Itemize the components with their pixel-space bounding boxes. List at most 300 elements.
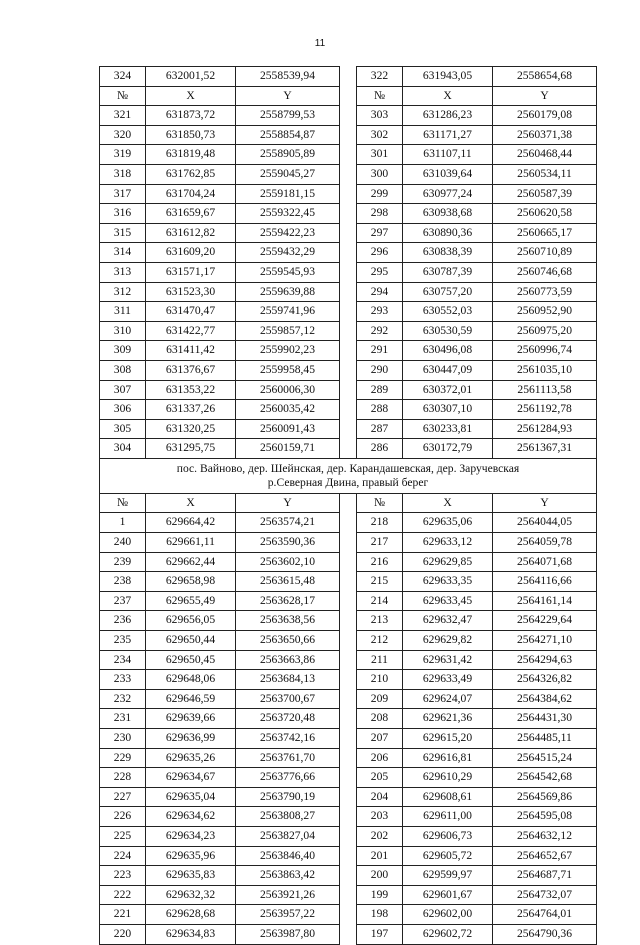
table-cell: 2559432,29 (236, 243, 340, 263)
table-cell: № (357, 86, 403, 106)
table-cell: 313 (100, 262, 146, 282)
table-cell: 2563808,27 (236, 807, 340, 827)
table-cell: 629634,67 (146, 768, 236, 788)
table-cell: 296 (357, 243, 403, 263)
table-cell (340, 631, 357, 651)
table-cell: 2564515,24 (493, 748, 597, 768)
table-cell: 288 (357, 400, 403, 420)
table-cell: 199 (357, 885, 403, 905)
table-cell: 310 (100, 321, 146, 341)
table-cell: 229 (100, 748, 146, 768)
table-cell (340, 164, 357, 184)
table-cell: 312 (100, 282, 146, 302)
table-cell: 631286,23 (403, 106, 493, 126)
table-cell: 629601,67 (403, 885, 493, 905)
table-cell: Y (493, 86, 597, 106)
table-row (100, 591, 597, 611)
table-cell: 307 (100, 380, 146, 400)
table-cell: 2559857,12 (236, 321, 340, 341)
table-cell: 2564687,71 (493, 866, 597, 886)
table-cell: 629631,42 (403, 650, 493, 670)
table-row (100, 905, 597, 925)
table-row (100, 650, 597, 670)
table-cell: 2560035,42 (236, 400, 340, 420)
table-cell (340, 204, 357, 224)
table-cell: 290 (357, 360, 403, 380)
table-cell: 235 (100, 631, 146, 651)
table-row (100, 321, 597, 341)
table-cell: 2560773,59 (493, 282, 597, 302)
table-cell: 197 (357, 924, 403, 944)
table-cell: № (357, 493, 403, 513)
table-cell (340, 125, 357, 145)
table-cell: 631612,82 (146, 223, 236, 243)
table-cell: 629611,00 (403, 807, 493, 827)
table-cell: 2564116,66 (493, 572, 597, 592)
table-cell: 2564326,82 (493, 670, 597, 690)
table-cell (340, 591, 357, 611)
table-cell: 2564632,12 (493, 826, 597, 846)
table-header-row (100, 493, 597, 513)
table-cell: 630307,10 (403, 400, 493, 420)
table-cell (340, 924, 357, 944)
table-cell: 2561284,93 (493, 419, 597, 439)
table-row (100, 826, 597, 846)
table-cell: 631571,17 (146, 262, 236, 282)
table-cell: 204 (357, 787, 403, 807)
table-cell: 2559181,15 (236, 184, 340, 204)
table-cell (340, 905, 357, 925)
table-cell: 206 (357, 748, 403, 768)
table-cell: 311 (100, 302, 146, 322)
table-cell: 631171,27 (403, 125, 493, 145)
table-cell: 2564229,64 (493, 611, 597, 631)
table-cell: 227 (100, 787, 146, 807)
table-cell: 221 (100, 905, 146, 925)
table-row (100, 341, 597, 361)
table-cell: 2560534,11 (493, 164, 597, 184)
table-cell: 2564161,14 (493, 591, 597, 611)
table-cell: 2559639,88 (236, 282, 340, 302)
table-cell: 629624,07 (403, 689, 493, 709)
table-cell: 232 (100, 689, 146, 709)
table-cell: 2563590,36 (236, 533, 340, 553)
table-cell (340, 748, 357, 768)
table-cell: 629629,85 (403, 552, 493, 572)
table-cell: 319 (100, 145, 146, 165)
table-cell: 237 (100, 591, 146, 611)
table-row (100, 419, 597, 439)
table-cell: 314 (100, 243, 146, 263)
table-cell: 631873,72 (146, 106, 236, 126)
table-row (100, 380, 597, 400)
table-cell: 211 (357, 650, 403, 670)
table-row (100, 204, 597, 224)
table-cell: 224 (100, 846, 146, 866)
table-cell: 216 (357, 552, 403, 572)
table-cell: 295 (357, 262, 403, 282)
table-cell: 631819,48 (146, 145, 236, 165)
table-cell (340, 106, 357, 126)
table-row (100, 709, 597, 729)
table-cell: 629635,26 (146, 748, 236, 768)
table-cell: 2564485,11 (493, 729, 597, 749)
table-cell: 302 (357, 125, 403, 145)
table-cell: 631107,11 (403, 145, 493, 165)
table-cell: 2559958,45 (236, 360, 340, 380)
table-cell: 629656,05 (146, 611, 236, 631)
table-cell: 2563827,04 (236, 826, 340, 846)
table-cell: 226 (100, 807, 146, 827)
table-cell (340, 400, 357, 420)
table-cell: 630938,68 (403, 204, 493, 224)
table-cell: 2560587,39 (493, 184, 597, 204)
table-cell: 213 (357, 611, 403, 631)
table-cell: 225 (100, 826, 146, 846)
table-cell: 2563602,10 (236, 552, 340, 572)
table-cell: 293 (357, 302, 403, 322)
table-cell (340, 223, 357, 243)
table-cell: 214 (357, 591, 403, 611)
table-cell: 2564542,68 (493, 768, 597, 788)
table-row (100, 360, 597, 380)
table-cell: 629661,11 (146, 533, 236, 553)
table-cell: 309 (100, 341, 146, 361)
table-row (100, 302, 597, 322)
table-cell (340, 709, 357, 729)
table-cell: 629635,06 (403, 513, 493, 533)
table-cell: 304 (100, 439, 146, 459)
table-cell: 239 (100, 552, 146, 572)
table-cell: X (146, 493, 236, 513)
table-cell: 630172,79 (403, 439, 493, 459)
table-cell: 2560665,17 (493, 223, 597, 243)
table-row (100, 572, 597, 592)
table-cell (340, 86, 357, 106)
table-cell: 631039,64 (403, 164, 493, 184)
table-cell: 2560468,44 (493, 145, 597, 165)
table-cell: 2563628,17 (236, 591, 340, 611)
table-cell: 629662,44 (146, 552, 236, 572)
table-cell: 631762,85 (146, 164, 236, 184)
table-cell: 629634,23 (146, 826, 236, 846)
table-cell (340, 552, 357, 572)
table-cell: 305 (100, 419, 146, 439)
table-cell: 2564071,68 (493, 552, 597, 572)
table-cell (340, 670, 357, 690)
table-cell: 630233,81 (403, 419, 493, 439)
table-cell: 2559741,96 (236, 302, 340, 322)
table-cell: 629646,59 (146, 689, 236, 709)
table-cell (340, 419, 357, 439)
table-cell: 289 (357, 380, 403, 400)
table-cell: 2559545,93 (236, 262, 340, 282)
table-row (100, 106, 597, 126)
table-row (100, 400, 597, 420)
table-cell (340, 67, 357, 87)
table-cell: 629650,45 (146, 650, 236, 670)
table-cell: 629610,29 (403, 768, 493, 788)
table-row (100, 885, 597, 905)
table-cell: 2561035,10 (493, 360, 597, 380)
table-cell (340, 611, 357, 631)
table-cell: 291 (357, 341, 403, 361)
table-cell: 630890,36 (403, 223, 493, 243)
table-cell (340, 807, 357, 827)
table-cell: 2563957,22 (236, 905, 340, 925)
table-cell: 316 (100, 204, 146, 224)
table-cell: 629655,49 (146, 591, 236, 611)
table-cell: 2560006,30 (236, 380, 340, 400)
table-cell: 303 (357, 106, 403, 126)
table-cell: 629632,47 (403, 611, 493, 631)
table-row (100, 145, 597, 165)
table-cell: 2564431,30 (493, 709, 597, 729)
table-cell: 2560746,68 (493, 262, 597, 282)
table-cell (340, 650, 357, 670)
table-cell: 2561192,78 (493, 400, 597, 420)
section-title-line-1: пос. Вайново, дер. Шейнская, дер. Карандашевская, дер. Заручевская (176, 461, 520, 475)
table-row (100, 787, 597, 807)
table-cell (340, 826, 357, 846)
table-cell: 238 (100, 572, 146, 592)
table-cell: 215 (357, 572, 403, 592)
table-cell: 630977,24 (403, 184, 493, 204)
table-cell: 629648,06 (146, 670, 236, 690)
table-cell (340, 243, 357, 263)
table-cell: 631337,26 (146, 400, 236, 420)
table-cell: 629608,61 (403, 787, 493, 807)
table-cell: 629635,04 (146, 787, 236, 807)
table-cell: 631659,67 (146, 204, 236, 224)
table-cell (340, 533, 357, 553)
table-cell (340, 768, 357, 788)
table-cell: 297 (357, 223, 403, 243)
table-cell: 629635,96 (146, 846, 236, 866)
table-cell: 631850,73 (146, 125, 236, 145)
table-cell: 2564790,36 (493, 924, 597, 944)
table-cell (340, 787, 357, 807)
table-cell (340, 262, 357, 282)
table-cell (340, 885, 357, 905)
table-cell: 631295,75 (146, 439, 236, 459)
table-cell: 631470,47 (146, 302, 236, 322)
table-cell: 629632,32 (146, 885, 236, 905)
table-cell: 2563790,19 (236, 787, 340, 807)
table-row (100, 184, 597, 204)
table-cell: 236 (100, 611, 146, 631)
table-cell: 2563638,56 (236, 611, 340, 631)
table-cell: 315 (100, 223, 146, 243)
table-cell (340, 729, 357, 749)
table-cell: 630838,39 (403, 243, 493, 263)
table-cell: 629633,35 (403, 572, 493, 592)
table-row (100, 729, 597, 749)
table-cell: 2564764,01 (493, 905, 597, 925)
table-cell: 629621,36 (403, 709, 493, 729)
table-row (100, 924, 597, 944)
table-cell: 631320,25 (146, 419, 236, 439)
table-cell: 629606,73 (403, 826, 493, 846)
table-row (100, 125, 597, 145)
table-cell: 230 (100, 729, 146, 749)
table-cell: 324 (100, 67, 146, 87)
table-cell (340, 572, 357, 592)
table-cell: X (403, 86, 493, 106)
table-cell: 292 (357, 321, 403, 341)
table-cell: 205 (357, 768, 403, 788)
table-header-row (100, 86, 597, 106)
table-cell: № (100, 493, 146, 513)
table-cell: 2560975,20 (493, 321, 597, 341)
table-cell: 630757,20 (403, 282, 493, 302)
table-cell: 629605,72 (403, 846, 493, 866)
table-cell: 201 (357, 846, 403, 866)
table-cell: № (100, 86, 146, 106)
table-row (100, 866, 597, 886)
section-title-row (100, 458, 597, 493)
table-cell: 2563987,80 (236, 924, 340, 944)
table-cell: 2564271,10 (493, 631, 597, 651)
table-row (100, 807, 597, 827)
table-cell (340, 689, 357, 709)
table-row (100, 262, 597, 282)
table-row (100, 67, 597, 87)
table-row (100, 513, 597, 533)
table-cell: 286 (357, 439, 403, 459)
table-cell: 208 (357, 709, 403, 729)
table-cell (340, 282, 357, 302)
table-cell: 630372,01 (403, 380, 493, 400)
table-cell (340, 513, 357, 533)
table-cell: 2560371,38 (493, 125, 597, 145)
table-cell: 630787,39 (403, 262, 493, 282)
table-cell (340, 493, 357, 513)
table-cell: 223 (100, 866, 146, 886)
coordinates-table (99, 66, 597, 945)
table-cell: 2564044,05 (493, 513, 597, 533)
table-cell: 320 (100, 125, 146, 145)
table-cell: 300 (357, 164, 403, 184)
table-cell: 2564595,08 (493, 807, 597, 827)
table-cell: 629650,44 (146, 631, 236, 651)
table-cell: Y (236, 493, 340, 513)
table-row (100, 846, 597, 866)
table-cell: 630530,59 (403, 321, 493, 341)
table-cell: 308 (100, 360, 146, 380)
section-title (100, 458, 597, 493)
table-cell: 233 (100, 670, 146, 690)
table-cell: 2564294,63 (493, 650, 597, 670)
table-cell: 2563761,70 (236, 748, 340, 768)
page-number: 11 (314, 38, 326, 49)
table-row (100, 223, 597, 243)
table-cell: 2563742,16 (236, 729, 340, 749)
table-cell: 2560620,58 (493, 204, 597, 224)
table-cell: Y (236, 86, 340, 106)
table-cell: 200 (357, 866, 403, 886)
table-cell (340, 184, 357, 204)
table-cell: 317 (100, 184, 146, 204)
table-cell: 209 (357, 689, 403, 709)
table-cell (340, 145, 357, 165)
table-cell: 1 (100, 513, 146, 533)
table-cell: X (403, 493, 493, 513)
table-cell: 629635,83 (146, 866, 236, 886)
table-cell: 2560710,89 (493, 243, 597, 263)
table-cell: 2563863,42 (236, 866, 340, 886)
table-cell: 629634,83 (146, 924, 236, 944)
table-cell: 631376,67 (146, 360, 236, 380)
table-row (100, 631, 597, 651)
table-cell: 207 (357, 729, 403, 749)
table-cell: 2563663,86 (236, 650, 340, 670)
table-cell: 287 (357, 419, 403, 439)
table-cell: 629633,45 (403, 591, 493, 611)
table-cell: 2563921,26 (236, 885, 340, 905)
table-cell: 630447,09 (403, 360, 493, 380)
table-cell: 629628,68 (146, 905, 236, 925)
table-cell (340, 341, 357, 361)
table-cell: 202 (357, 826, 403, 846)
table-cell (340, 380, 357, 400)
table-cell: 2561367,31 (493, 439, 597, 459)
table-cell: 231 (100, 709, 146, 729)
table-cell: 2558854,87 (236, 125, 340, 145)
table-cell: 228 (100, 768, 146, 788)
table-cell (340, 302, 357, 322)
table-cell: 2564652,67 (493, 846, 597, 866)
section-title-line-2: р.Северная Двина, правый берег (267, 475, 429, 489)
table-cell: 631704,24 (146, 184, 236, 204)
table-cell: 234 (100, 650, 146, 670)
table-cell: 2564732,07 (493, 885, 597, 905)
table-cell: 2558799,53 (236, 106, 340, 126)
table-cell: 322 (357, 67, 403, 87)
table-cell: 2560996,74 (493, 341, 597, 361)
table-cell: 629664,42 (146, 513, 236, 533)
table-row (100, 282, 597, 302)
table-cell: 2560179,08 (493, 106, 597, 126)
table-cell: 629636,99 (146, 729, 236, 749)
table-cell: 2563846,40 (236, 846, 340, 866)
table-cell: 630496,08 (403, 341, 493, 361)
table-cell: 2559045,27 (236, 164, 340, 184)
table-cell: Y (493, 493, 597, 513)
table-cell: 630552,03 (403, 302, 493, 322)
table-cell: 629602,00 (403, 905, 493, 925)
table-cell: 629633,49 (403, 670, 493, 690)
table-cell: 2559322,45 (236, 204, 340, 224)
table-cell: 2560091,43 (236, 419, 340, 439)
table-cell: 2563720,48 (236, 709, 340, 729)
table-cell (340, 321, 357, 341)
table-cell: 2560952,90 (493, 302, 597, 322)
table-cell: 2558539,94 (236, 67, 340, 87)
table-cell: 220 (100, 924, 146, 944)
table-cell: 631609,20 (146, 243, 236, 263)
table-cell: 212 (357, 631, 403, 651)
table-cell (340, 846, 357, 866)
table-row (100, 611, 597, 631)
table-cell: 629658,98 (146, 572, 236, 592)
table-cell: 301 (357, 145, 403, 165)
table-row (100, 552, 597, 572)
table-cell: 203 (357, 807, 403, 827)
table-cell: 2564059,78 (493, 533, 597, 553)
table-cell: 629634,62 (146, 807, 236, 827)
table-cell: 2564569,86 (493, 787, 597, 807)
